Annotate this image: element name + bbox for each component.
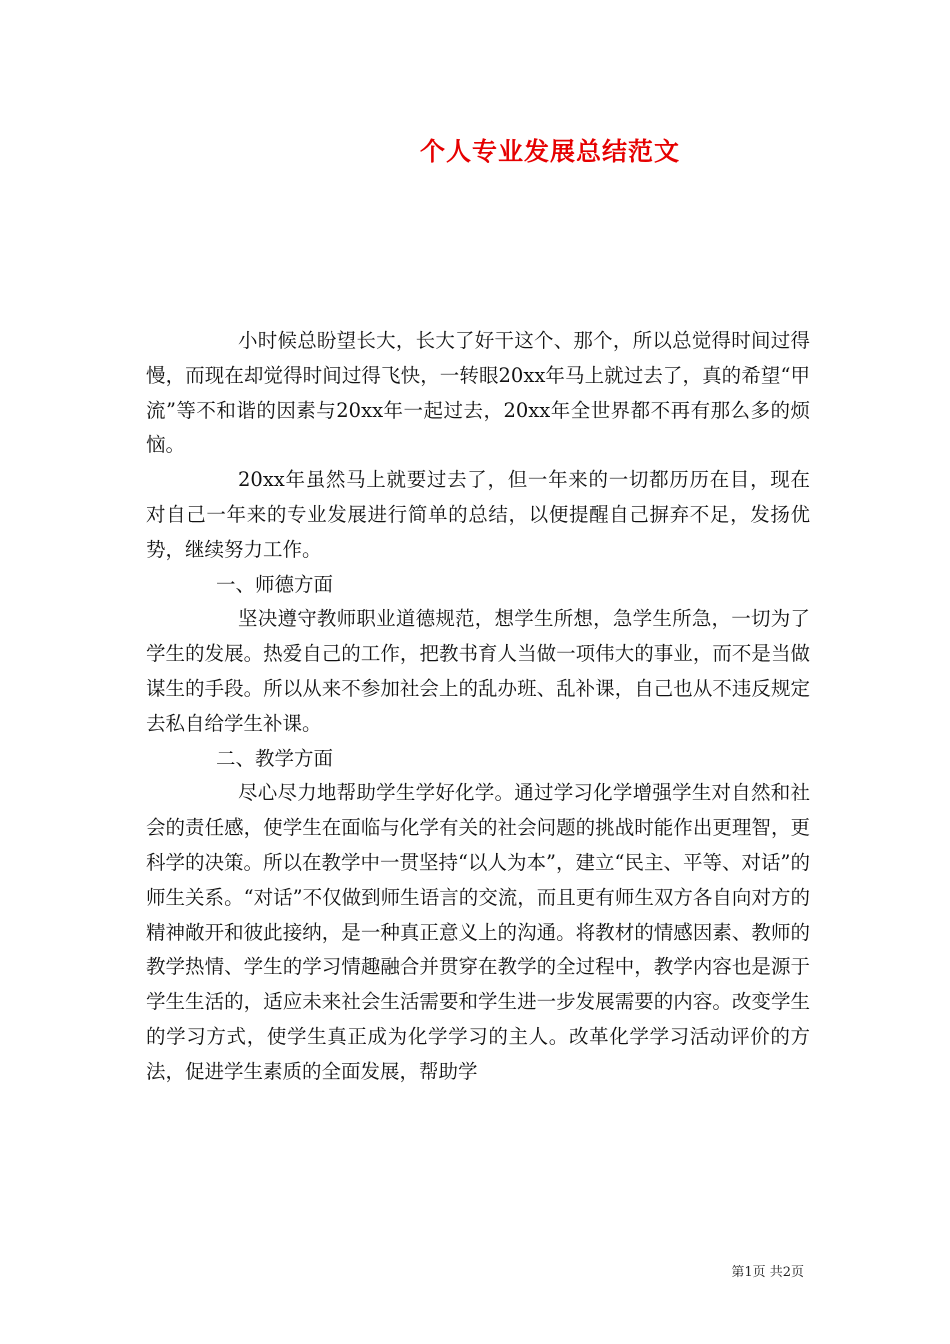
section-heading-ethics: 一、师德方面 xyxy=(216,572,334,596)
paragraph-intro: 小时候总盼望长大，长大了好干这个、那个，所以总觉得时间过得慢，而现在却觉得时间过得飞快，一转眼20xx年马上就过去了，真的希望“甲流”等不和谐的因素与20xx年一起过去，20xx年全世界都不再有那么多的烦恼。 xyxy=(146,329,810,457)
section-heading-teaching: 二、教学方面 xyxy=(216,746,334,770)
page-number: 第1页 共2页 xyxy=(731,1265,804,1280)
paragraph-summary: 20xx年虽然马上就要过去了，但一年来的一切都历历在目，现在对自己一年来的专业发展进行简单的总结，以便提醒自己摒弃不足，发扬优势，继续努力工作。 xyxy=(146,468,810,561)
document-title: 个人专业发展总结范文 xyxy=(419,137,680,166)
paragraph-ethics: 坚决遵守教师职业道德规范，想学生所想，急学生所急，一切为了学生的发展。热爱自己的工作，把教书育人当做一项伟大的事业，而不是当做谋生的手段。所以从来不参加社会上的乱办班、乱补课，自己也从不违反规定去私自给学生补课。 xyxy=(146,607,810,735)
paragraph-teaching: 尽心尽力地帮助学生学好化学。通过学习化学增强学生对自然和社会的责任感，使学生在面临与化学有关的社会问题的挑战时能作出更理智，更科学的决策。所以在教学中一贯坚持“以人为本”，建立“民主、平等、对话”的师生关系。“对话”不仅做到师生语言的交流，而且更有师生双方各自向对方的精神敞开和彼此接纳，是一种真正意义上的沟通。将教材的情感因素、教师的教学热情、学生的学习情趣融合并贯穿在教学的全过程中，教学内容也是源于学生生活的，适应未来社会生活需要和学生进一步发展需要的内容。改变学生的学习方式，使学生真正成为化学学习的主人。改革化学学习活动评价的方法，促进学生素质的全面发展，帮助学 xyxy=(146,781,810,1083)
document-body xyxy=(146,324,810,1090)
